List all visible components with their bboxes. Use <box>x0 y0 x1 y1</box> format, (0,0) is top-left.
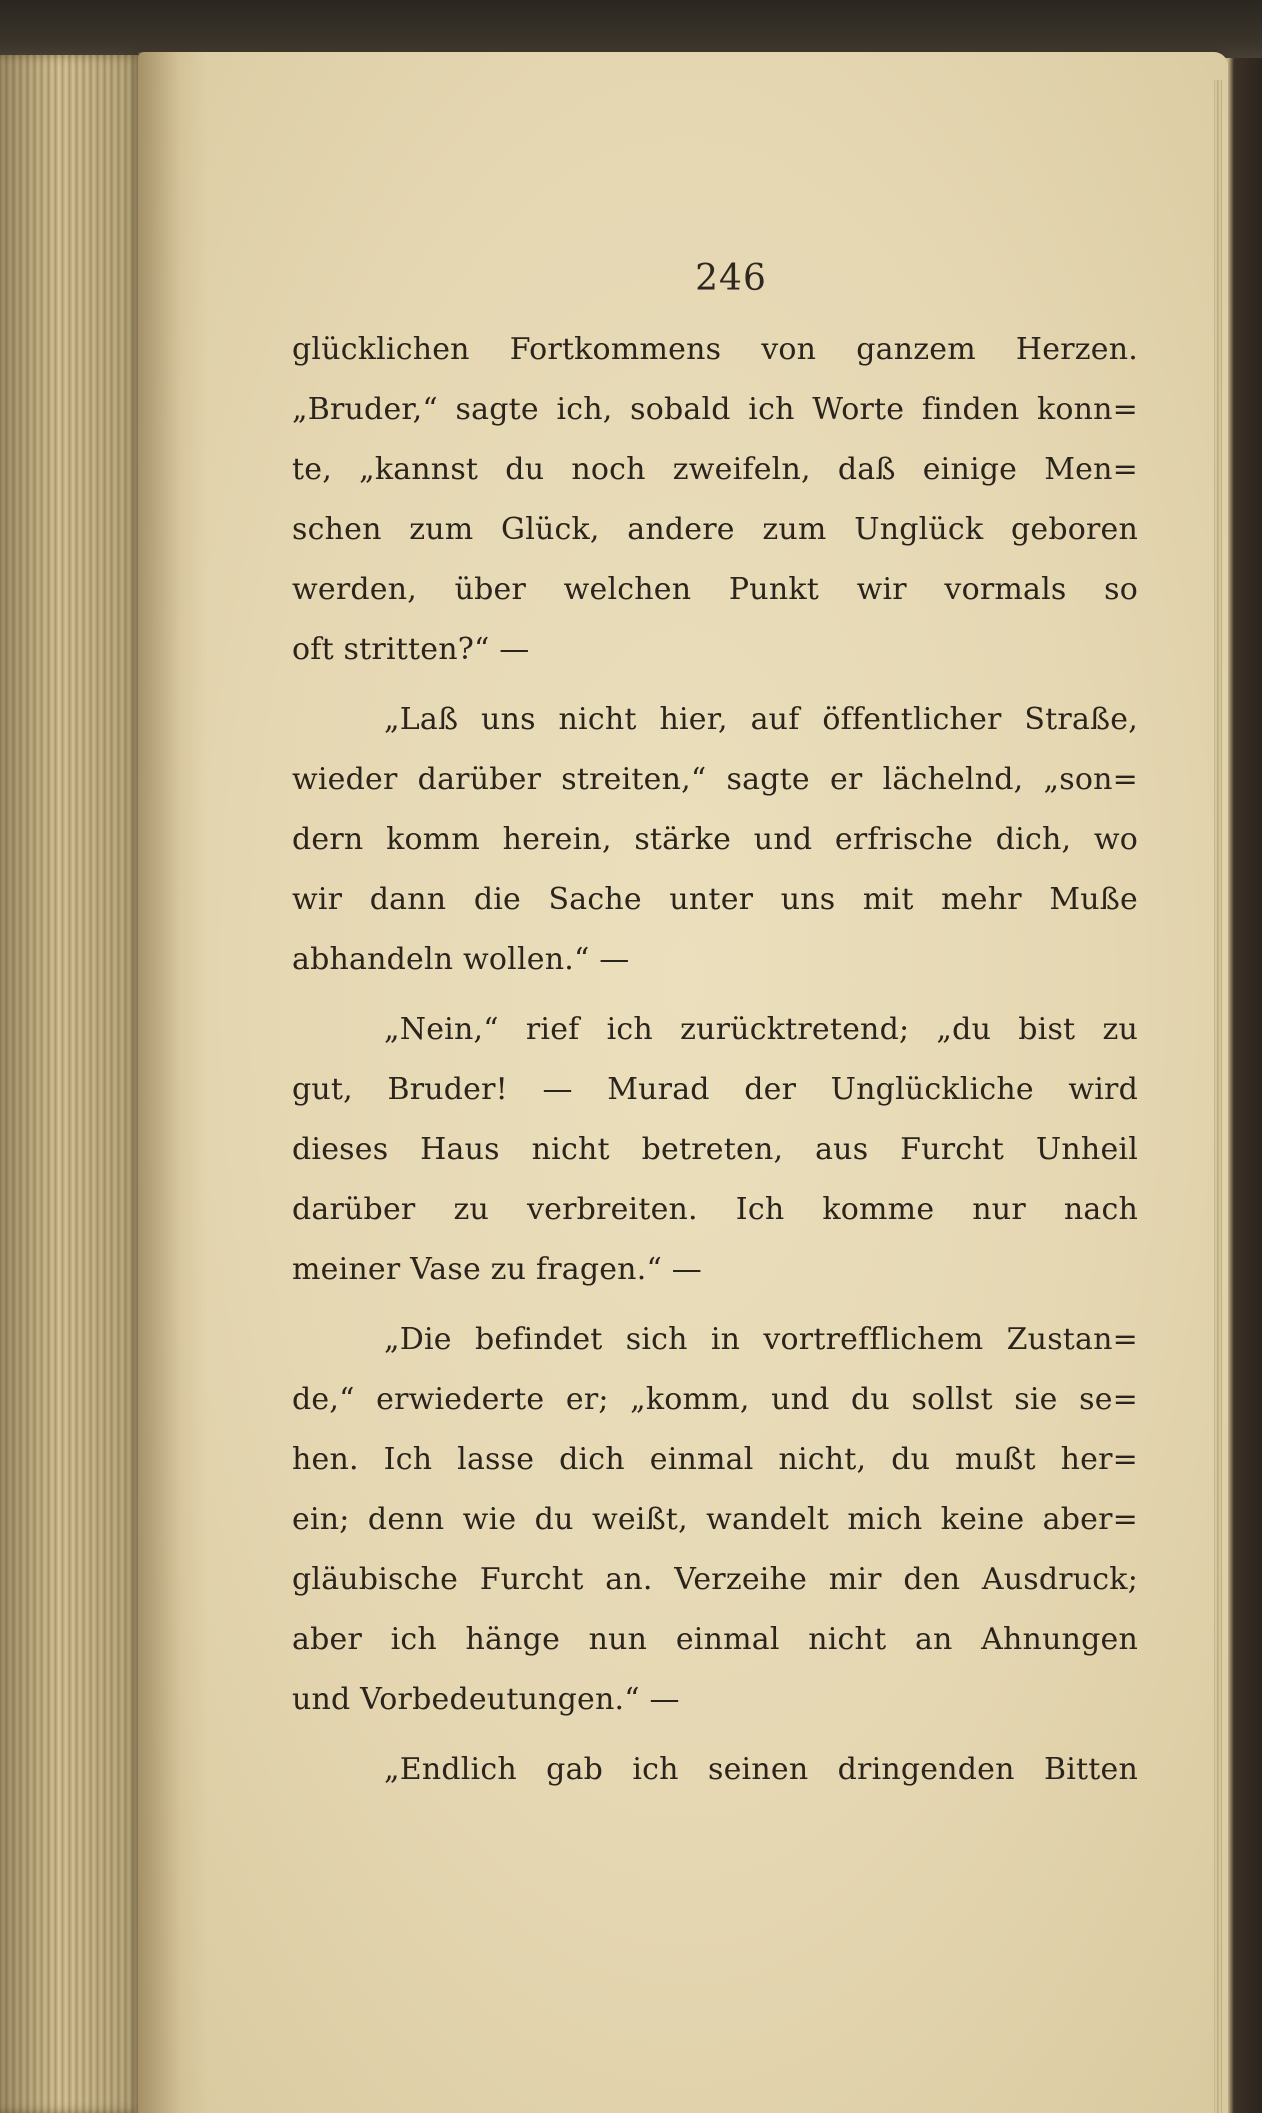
text-line: wieder darüber streiten,“ sagte er lächelnd, „son= <box>292 762 1138 797</box>
text-line: te, „kannst du noch zweifeln, daß einige Men= <box>292 452 1138 487</box>
text-line: gut, Bruder! — Murad der Unglückliche wird <box>292 1072 1138 1107</box>
right-cover-board <box>1222 58 1262 2113</box>
text-line: abhandeln wollen.“ — <box>292 942 630 977</box>
right-page-edges <box>1214 80 1222 2113</box>
text-line: „Die befindet sich in vortrefflichem Zustan= <box>384 1322 1138 1357</box>
text-line: dieses Haus nicht betreten, aus Furcht Unheil <box>292 1132 1138 1167</box>
text-line: oft stritten?“ — <box>292 632 530 667</box>
text-line: „Nein,“ rief ich zurücktretend; „du bist zu <box>384 1012 1138 1047</box>
text-line: werden, über welchen Punkt wir vormals so <box>292 572 1138 607</box>
text-line: schen zum Glück, andere zum Unglück geboren <box>292 512 1138 547</box>
text-line: glücklichen Fortkommens von ganzem Herzen. <box>292 332 1138 367</box>
text-line: hen. Ich lasse dich einmal nicht, du mußt her= <box>292 1442 1138 1477</box>
text-line: „Bruder,“ sagte ich, sobald ich Worte finden konn= <box>292 392 1138 427</box>
text-line: de,“ erwiederte er; „komm, und du sollst sie se= <box>292 1382 1138 1417</box>
text-line: und Vorbedeutungen.“ — <box>292 1682 680 1717</box>
page-number: 246 <box>695 258 767 299</box>
text-line: meiner Vase zu fragen.“ — <box>292 1252 702 1287</box>
text-line: wir dann die Sache unter uns mit mehr Muße <box>292 882 1138 917</box>
text-line: gläubische Furcht an. Verzeihe mir den Ausdruck; <box>292 1562 1138 1597</box>
text-line: darüber zu verbreiten. Ich komme nur nach <box>292 1192 1138 1227</box>
text-line: dern komm herein, stärke und erfrische dich, wo <box>292 822 1138 857</box>
text-line: „Laß uns nicht hier, auf öffentlicher Straße, <box>384 702 1138 737</box>
text-line: aber ich hänge nun einmal nicht an Ahnungen <box>292 1622 1138 1657</box>
gutter-shadow <box>138 52 208 2113</box>
text-line: ein; denn wie du weißt, wandelt mich keine aber= <box>292 1502 1138 1537</box>
left-edge-shading <box>0 55 150 2113</box>
text-line: „Endlich gab ich seinen dringenden Bitten <box>384 1752 1138 1787</box>
